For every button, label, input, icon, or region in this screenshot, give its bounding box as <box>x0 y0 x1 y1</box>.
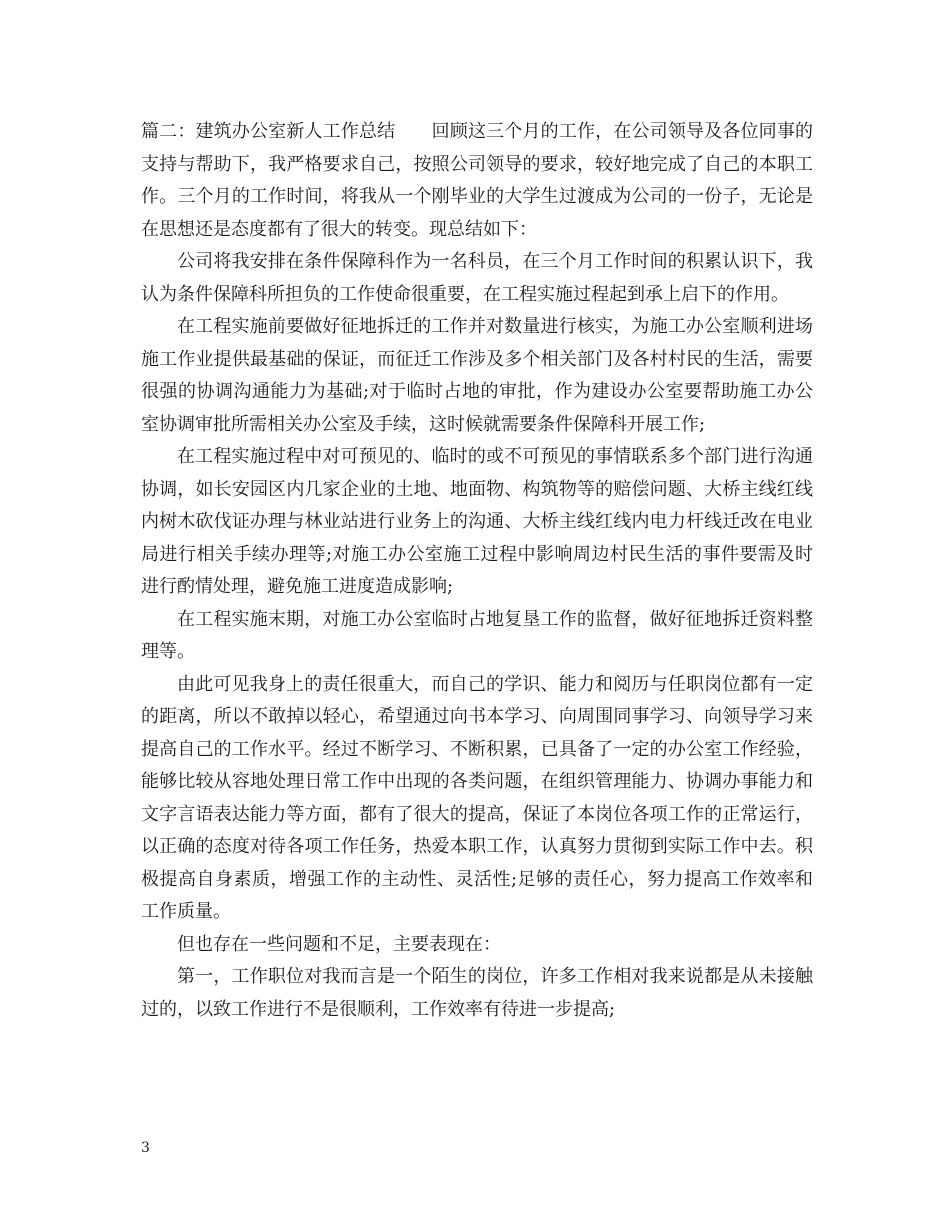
paragraph-first-issue: 第一，工作职位对我而言是一个陌生的岗位，许多工作相对我来说都是从未接触过的，以致工作进行不是很顺利，工作效率有待进一步提高; <box>141 966 813 1020</box>
page-number: 3 <box>141 1140 150 1156</box>
paragraph-pre-implementation: 在工程实施前要做好征地拆迁的工作并对数量进行核实，为施工办公室顺利进场施工作业提供最基础的保证，而征迁工作涉及多个相关部门及各村村民的生活，需要很强的协调沟通能力为基础;对于临时占地的审批，作为建设办公室要帮助施工办公室协调审批所需相关办公室及手续，这时候就需要条件保障科开展工作; <box>141 316 813 435</box>
paragraph-during-implementation: 在工程实施过程中对可预见的、临时的或不可预见的事情联系多个部门进行沟通协调，如长安园区内几家企业的土地、地面物、构筑物等的赔偿问题、大桥主线红线内树木砍伐证办理与林业站进行业务上的沟通、大桥主线红线内电力杆线迁改在电业局进行相关手续办理等;对施工办公室施工过程中影响周边村民生活的事件要需及时进行酌情处理，避免施工进度造成影响; <box>141 446 813 597</box>
paragraph-responsibility: 由此可见我身上的责任很重大，而自己的学识、能力和阅历与任职岗位都有一定的距离，所以不敢掉以轻心，希望通过向书本学习、向周围同事学习、向领导学习来提高自己的工作水平。经过不断学习、不断积累，已具备了一定的办公室工作经验，能够比较从容地处理日常工作中出现的各类问题，在组织管理能力、协调办事能力和文字言语表达能力等方面，都有了很大的提高，保证了本岗位各项工作的正常运行，以正确的态度对待各项工作任务，热爱本职工作，认真努力贯彻到实际工作中去。积极提高自身素质，增强工作的主动性、灵活性;足够的责任心，努力提高工作效率和工作质量。 <box>141 673 813 922</box>
paragraph-title-intro: 篇二：建筑办公室新人工作总结 回顾这三个月的工作，在公司领导及各位同事的支持与帮助下，我严格要求自己，按照公司领导的要求，较好地完成了自己的本职工作。三个月的工作时间，将我从一个刚毕业的大学生过渡成为公司的一份子，无论是在思想还是态度都有了很大的转变。现总结如下： <box>141 121 813 240</box>
paragraph-shortcomings: 但也存在一些问题和不足，主要表现在： <box>177 933 501 955</box>
paragraph-assignment: 公司将我安排在条件保障科作为一名科员，在三个月工作时间的积累认识下，我认为条件保障科所担负的工作使命很重要，在工程实施过程起到承上启下的作用。 <box>141 251 813 305</box>
paragraph-end-implementation: 在工程实施末期，对施工办公室临时占地复垦工作的监督，做好征地拆迁资料整理等。 <box>141 608 813 662</box>
document-body <box>141 116 813 1026</box>
